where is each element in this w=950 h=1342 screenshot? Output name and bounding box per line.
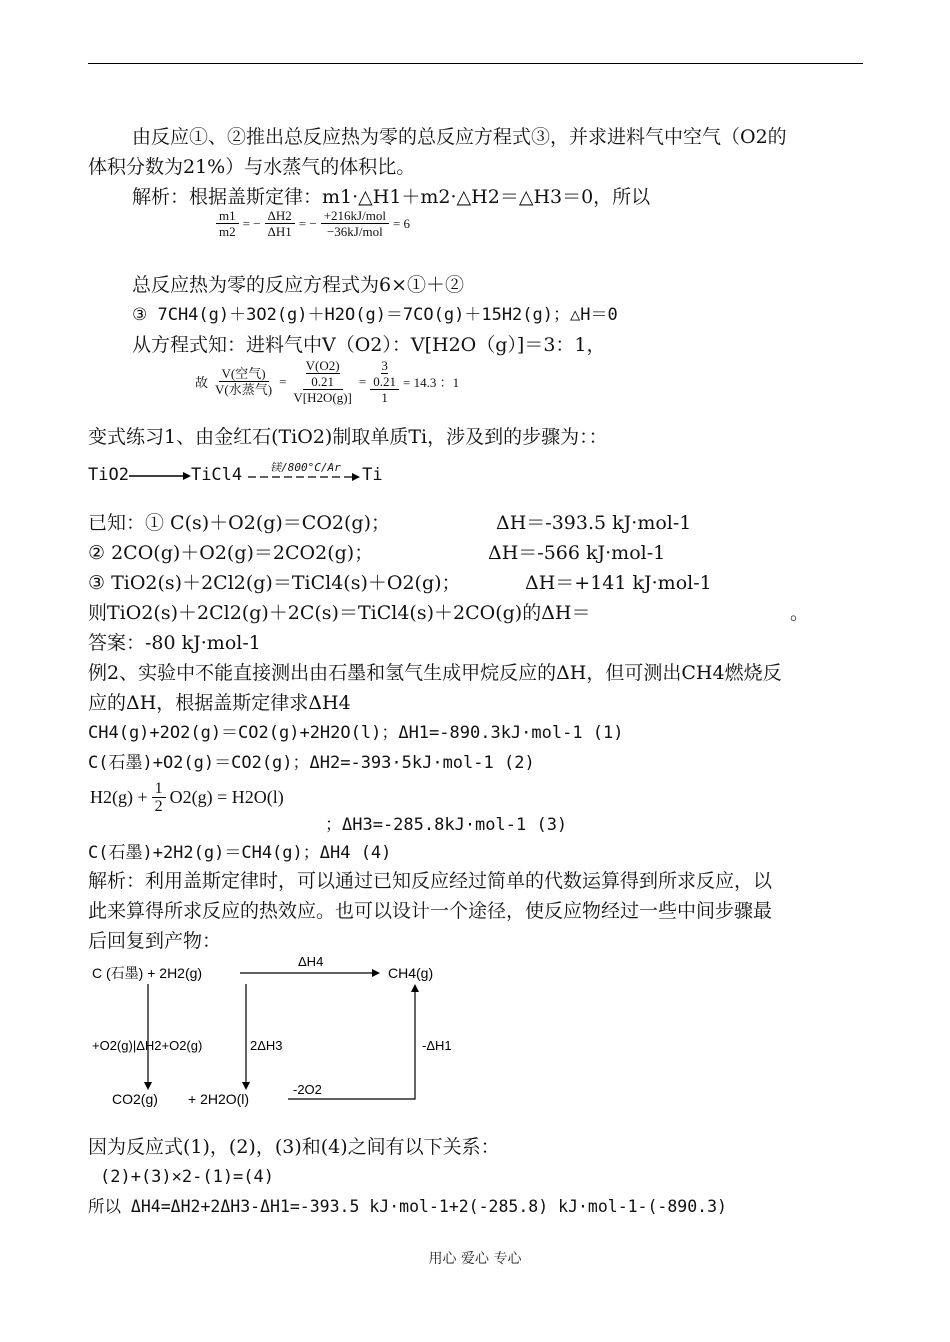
text-line: 解析：利用盖斯定律时，可以通过已知反应经过简单的代数运算得到所求反应，以 (88, 870, 773, 892)
arrow-icon (129, 468, 191, 482)
text-line: 此来算得所求反应的热效应。也可以设计一个途径，使反应物经过一些中间步骤最 (88, 900, 773, 922)
text-line: 因为反应式(1)，(2)，(3)和(4)之间有以下关系： (88, 1136, 500, 1158)
fraction-numerator: V(空气) (219, 366, 269, 382)
diagram-label-dh3: 2ΔH3 (250, 1038, 283, 1053)
equals-sign: = − (242, 215, 261, 231)
dashed-arrow-icon (242, 467, 362, 487)
equals-sign: = − (298, 215, 317, 231)
reaction-scheme (88, 462, 383, 488)
text-line: ΔH＝-393.5 kJ·mol-1 (496, 512, 692, 534)
text-line: ；ΔH3=-285.8kJ·mol-1 (3) (325, 815, 568, 835)
fraction-denominator: V[H2O(g)] (293, 390, 352, 405)
text-line: C(石墨)+2H2(g)＝CH4(g)；ΔH4 (4) (88, 843, 392, 863)
fraction-numerator: m1 (216, 208, 239, 224)
text-line: 从方程式知：进料气中V（O2）：V[H2O（g）]＝3：1， (132, 334, 606, 356)
result: = 14.3 ：1 (402, 375, 460, 390)
text-line: 变式练习1、由金红石(TiO2)制取单质Ti，涉及到的步骤为：： (88, 426, 608, 448)
prefix: 故 (195, 375, 209, 390)
inner-numerator: 3 (381, 358, 388, 373)
species-ti: Ti (362, 465, 383, 485)
diagram-label-dh1: -ΔH1 (422, 1038, 452, 1053)
text-line: 例2、实验中不能直接测出由石墨和氢气生成甲烷反应的ΔH，但可测出CH4燃烧反 (88, 662, 782, 684)
text-line: 解析：根据盖斯定律：m1·△H1＋m2·△H2＝△H3＝0，所以 (132, 186, 651, 208)
result: = 6 (392, 215, 411, 231)
fraction-denominator: m2 (219, 224, 236, 239)
formula-right: O2(g) = H2O(l) (169, 787, 284, 807)
fraction-numerator: +216kJ/mol (321, 208, 389, 224)
diagram-h2o: + 2H2O(l) (188, 1091, 250, 1107)
text-line: 总反应热为零的反应方程式为6×①＋② (132, 274, 465, 296)
text-line: 由反应①、②推出总反应热为零的总反应方程式③，并求进料气中空气（O2的 (132, 126, 787, 148)
page-footer: 用心 爱心 专心 (428, 1251, 522, 1267)
inner-denominator: 0.21 (311, 374, 335, 389)
equals-sign: = (358, 373, 367, 389)
text-line: 。 (790, 602, 810, 624)
fraction-denominator: 1 (381, 390, 388, 405)
fraction-denominator: ΔH1 (267, 224, 292, 239)
species-tio2: TiO2 (88, 465, 129, 485)
text-line: ΔH＝-566 kJ·mol-1 (488, 542, 666, 564)
species-ticl4: TiCl4 (190, 465, 243, 485)
header-rule (88, 63, 863, 64)
text-line: ΔH＝+141 kJ·mol-1 (525, 572, 712, 594)
text-line: ③ 7CH4(g)＋3O2(g)＋H2O(g)＝7CO(g)＋15H2(g)；△H＝0 (132, 305, 618, 325)
text-line: 应的ΔH，根据盖斯定律求ΔH4 (88, 692, 351, 714)
formula-left: H2(g) + (90, 787, 148, 807)
condition-arrow (242, 461, 362, 485)
formula-h2-combustion (90, 780, 284, 815)
text-line: 已知：① C(s)＋O2(g)＝CO2(g)； (88, 512, 390, 534)
text-line: 答案：-80 kJ·mol-1 (88, 632, 261, 654)
text-line: (2)+(3)×2-(1)=(4) (100, 1167, 274, 1187)
text-line: 所以 ΔH4=ΔH2+2ΔH3-ΔH1=-393.5 kJ·mol-1+2(-285.8) kJ·mol-1-(-890.3) (88, 1197, 727, 1216)
formula-ratio (212, 208, 410, 239)
equals-sign: = (279, 373, 287, 389)
diagram-product: CH4(g) (388, 965, 434, 981)
diagram-reactants: C (石墨) + 2H2(g) (92, 965, 203, 981)
text-line: 后回复到产物： (88, 930, 222, 952)
text-line: 则TiO2(s)＋2Cl2(g)＋2C(s)＝TiCl4(s)＋2CO(g)的ΔH＝ (88, 602, 591, 624)
fraction-numerator: 1 (152, 780, 166, 798)
diagram-label-dh4: ΔH4 (298, 954, 324, 969)
formula-volume-ratio (195, 358, 459, 405)
inner-numerator: V(O2) (305, 358, 340, 373)
condition-label: 镁/800°C/Ar (270, 461, 341, 474)
text-line: ② 2CO(g)＋O2(g)＝2CO2(g)； (88, 542, 374, 564)
text-line: ③ TiO2(s)＋2Cl2(g)＝TiCl4(s)＋O2(g)； (88, 572, 461, 594)
text-line: 体积分数为21%）与水蒸气的体积比。 (88, 156, 416, 178)
diagram-label-o2: -2O2 (293, 1082, 322, 1097)
diagram-co2: CO2(g) (112, 1091, 158, 1107)
fraction-denominator: −36kJ/mol (326, 224, 383, 239)
text-line: CH4(g)+2O2(g)＝CO2(g)+2H2O(l)；ΔH1=-890.3kJ·mol-1 (1) (88, 723, 624, 743)
fraction-denominator: 2 (154, 798, 163, 815)
diagram-label-dh2: +O2(g)|ΔH2+O2(g) (92, 1038, 203, 1053)
text-line: C(石墨)+O2(g)＝CO2(g)；ΔH2=-393·5kJ·mol-1 (2) (88, 753, 535, 773)
fraction-denominator: V(水蒸气) (215, 382, 273, 397)
hess-cycle-diagram (88, 950, 468, 1110)
inner-denominator: 0.21 (373, 374, 396, 389)
fraction-numerator: ΔH2 (265, 208, 295, 224)
